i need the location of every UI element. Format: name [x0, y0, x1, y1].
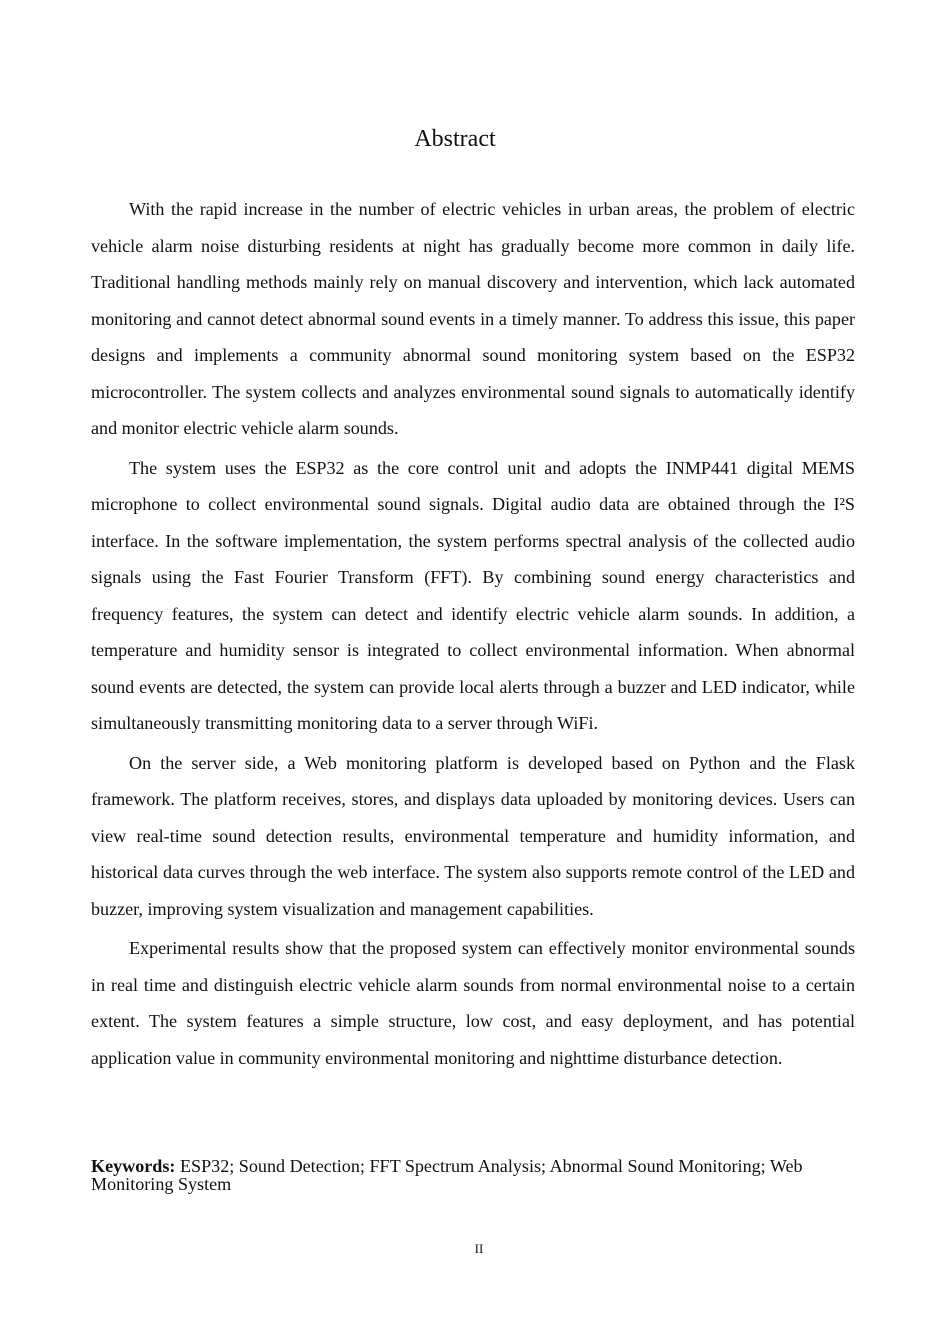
abstract-paragraph-4: Experimental results show that the proposed system can effectively monitor environmental sounds in real time and distinguish electric vehicle alarm sounds from normal environmental noise to a certain extent. The system features a simple structure, low cost, and easy deployment, and has potential application value in community environmental monitoring and nighttime disturbance detection. [91, 938, 855, 1068]
abstract-paragraph-1: With the rapid increase in the number of electric vehicles in urban areas, the problem of electric vehicle alarm noise disturbing residents at night has gradually become more common in daily life. Traditional handling methods mainly rely on manual discovery and intervention, which lack automated monitoring and cannot detect abnormal sound events in a timely manner. To address this issue, this paper designs and implements a community abnormal sound monitoring system based on the ESP32 microcontroller. The system collects and analyzes environmental sound signals to automatically identify and monitor electric vehicle alarm sounds. [91, 199, 855, 438]
keywords-line [91, 1157, 855, 1193]
abstract-paragraph-3: On the server side, a Web monitoring platform is developed based on Python and the Flask framework. The platform receives, stores, and displays data uploaded by monitoring devices. Users can view real-time sound detection results, environmental temperature and humidity information, and historical data curves through the web interface. The system also supports remote control of the LED and buzzer, improving system visualization and management capabilities. [91, 752, 855, 919]
abstract-title: Abstract [414, 126, 496, 152]
page-number: II [474, 1241, 484, 1256]
abstract-paragraph-2: The system uses the ESP32 as the core control unit and adopts the INMP441 digital MEMS microphone to collect environmental sound signals. Digital audio data are obtained through the I²S interface. In the software implementation, the system performs spectral analysis of the collected audio signals using the Fast Fourier Transform (FFT). By combining sound energy characteristics and frequency features, the system can detect and identify electric vehicle alarm sounds. In addition, a temperature and humidity sensor is integrated to collect environmental information. When abnormal sound events are detected, the system can provide local alerts through a buzzer and LED indicator, while simultaneously transmitting monitoring data to a server through WiFi. [91, 457, 855, 733]
keywords-label: Keywords: [91, 1156, 176, 1176]
abstract-body [91, 191, 855, 1079]
keywords-text: ESP32; Sound Detection; FFT Spectrum Analysis; Abnormal Sound Monitoring; Web Monitoring System [91, 1156, 803, 1194]
